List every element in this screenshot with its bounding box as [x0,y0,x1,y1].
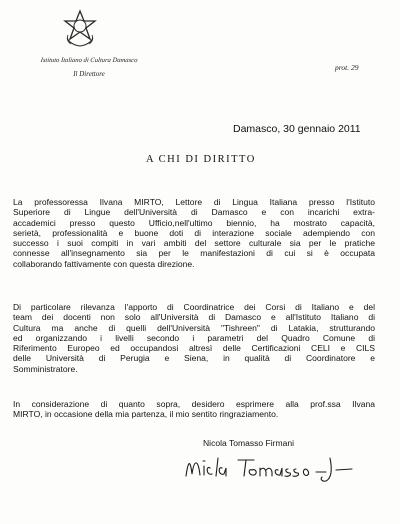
paragraph-2 [13,302,375,374]
paragraph-line: collaborando fattivamente con questa direzione. [13,258,195,269]
salutation-heading: A CHI DI DIRITTO [146,154,256,165]
paragraph-1 [13,197,375,269]
paragraph-line: delle Università di Perugia e Siena, in qualità di Coordinatore e [13,353,375,364]
paragraph-line: MIRTO, in occasione della mia partenza, il mio sentito ringraziamento. [13,409,279,420]
paragraph-line: La professoressa Ilvana MIRTO, Lettore di Lingua Italiana presso l'Istituto [13,197,375,207]
paragraph-line: In considerazione di quanto sopra, desidero esprimere alla prof.ssa Ilvana [13,399,375,409]
paragraph-line: Cultura ma anche di quelli dell'Università "Tishreen" di Latakia, strutturando [13,322,375,333]
paragraph-line: team dei docenti non solo all'Università di Damasco e all'Istituto Italiano di [13,312,375,323]
paragraph-line: Superiore di Lingue dell'Università di Damasco e con incarichi extra- [13,207,375,218]
italian-republic-emblem-icon [62,8,98,48]
handwritten-signature-icon [180,448,360,484]
paragraph-line: Riferimento Europeo ed occupandosi altresì delle Certificazioni CELI e CILS [13,343,375,354]
protocol-number: prot. 29 [335,63,359,72]
date-line: Damasco, 30 gennaio 2011 [233,123,361,135]
paragraph-line: successo i suoi compiti in vari ambiti del settore culturale sia per le pratiche [13,238,375,249]
paragraph-line: Somministratore. [13,363,78,374]
institute-name: Istituto Italiano di Cultura Damasco [40,57,138,64]
paragraph-line: accademici presso questo Ufficio,nell'ultimo biennio, ha mostrato capacità, [13,217,375,228]
paragraph-line: ed organizzando i livelli secondo i parametri del Quadro Comune di [13,332,375,343]
institute-role: Il Direttore [73,70,105,78]
paragraph-3 [13,399,375,420]
paragraph-line: connesse all'insegnamento sia per le manifestazioni di cui si è occupata [13,248,375,259]
paragraph-line: Di particolare rilevanza l'apporto di Coordinatrice dei Corsi di Italiano e del [13,302,375,312]
paragraph-line: serietà, professionalità e buone doti di interazione sociale adempiendo con [13,227,375,238]
signer-name: Nicola Tomasso Firmani [203,438,295,448]
